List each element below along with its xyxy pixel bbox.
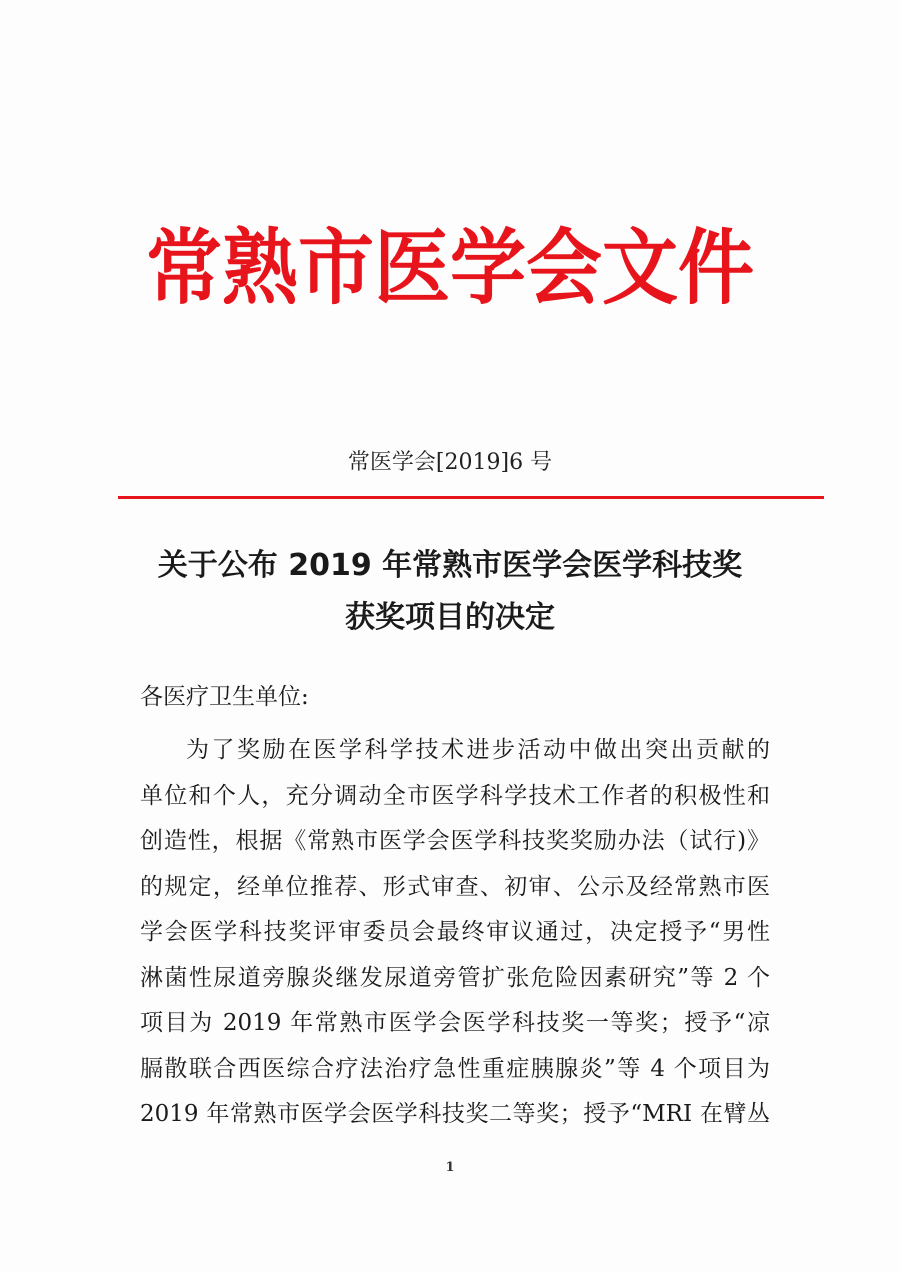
document-title — [0, 540, 900, 644]
masthead-title: 常熟市医学会文件 — [146, 219, 754, 316]
body-line: 的规定，经单位推荐、形式审查、初审、公示及经常熟市医 — [140, 873, 770, 900]
body-line: 学会医学科技奖评审委员会最终审议通过，决定授予“男性 — [140, 919, 770, 945]
body-line: 项目为 2019 年常熟市医学会医学科技奖一等奖；授予“凉 — [140, 1010, 770, 1036]
document-title-line-2: 获奖项目的决定 — [345, 600, 555, 635]
document-title-line-1: 关于公布 2019 年常熟市医学会医学科技奖 — [157, 548, 743, 583]
body-paragraph — [140, 728, 770, 1138]
page-number: 1 — [445, 1160, 455, 1175]
body-line: 创造性，根据《常熟市医学会医学科技奖奖励办法（试行)》 — [140, 828, 770, 854]
body-line: 2019 年常熟市医学会医学科技奖二等奖；授予“MRI 在臂丛 — [140, 1101, 770, 1127]
body-line: 膈散联合西医综合疗法治疗急性重症胰腺炎”等 4 个项目为 — [140, 1055, 770, 1082]
red-divider-line — [118, 496, 824, 499]
document-number: 常医学会[2019]6 号 — [347, 450, 553, 475]
body-line: 为了奖励在医学科学技术进步活动中做出突出贡献的 — [186, 737, 770, 763]
body-line: 淋菌性尿道旁腺炎继发尿道旁管扩张危险因素研究”等 2 个 — [140, 964, 770, 991]
body-line: 单位和个人，充分调动全市医学科学技术工作者的积极性和 — [140, 782, 770, 809]
salutation: 各医疗卫生单位: — [140, 684, 309, 710]
